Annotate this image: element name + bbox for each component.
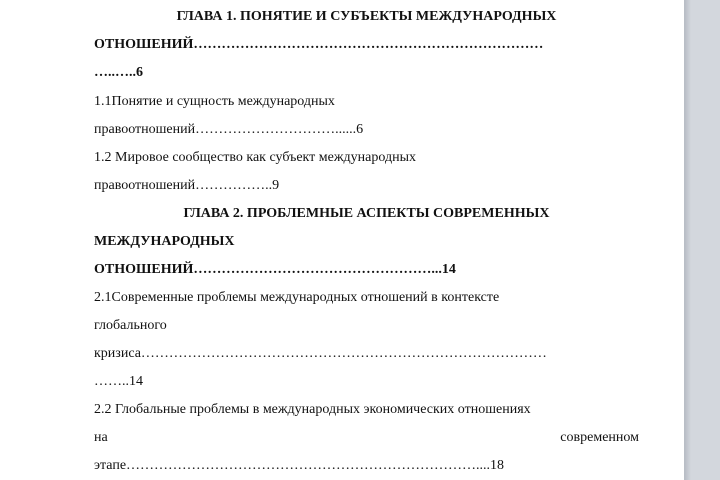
toc-item-1-2-cont: правоотношений……………..9 <box>94 178 280 193</box>
toc-item-2-1-cont: глобального <box>94 318 167 333</box>
toc-item-2-1-cont2: кризиса…………………………………………………………………………… <box>94 346 547 361</box>
toc-item-2-2-word-na: на <box>94 430 108 445</box>
toc-item-2-2-cont <box>94 429 639 447</box>
toc-item-1-2: 1.2 Мировое сообщество как субъект международных <box>94 150 416 165</box>
toc-chapter-1-heading-cont: ОТНОШЕНИЙ………………………………………………………………… <box>94 37 544 52</box>
workspace-gutter <box>684 0 720 480</box>
toc-item-2-2-page: этапе…………………………………………………………………....18 <box>94 458 505 473</box>
toc-item-2-1: 2.1Современные проблемы международных отношений в контексте <box>94 290 500 305</box>
toc-item-2-1-page: ……..14 <box>94 374 143 389</box>
toc-item-1-1-cont: правоотношений…………………………......6 <box>94 122 364 137</box>
toc-chapter-2-heading: ГЛАВА 2. ПРОБЛЕМНЫЕ АСПЕКТЫ СОВРЕМЕННЫХ <box>183 206 550 221</box>
page-edge-shadow <box>685 0 691 480</box>
toc-chapter-1-heading: ГЛАВА 1. ПОНЯТИЕ И СУБЪЕКТЫ МЕЖДУНАРОДНЫХ <box>176 9 557 24</box>
toc-item-2-2: 2.2 Глобальные проблемы в международных экономических отношениях <box>94 402 531 417</box>
toc-chapter-1-page: …..…..6 <box>94 65 143 80</box>
toc-item-2-2-word-sovremennom: современном <box>560 430 639 445</box>
toc-item-1-1: 1.1Понятие и сущность международных <box>94 94 335 109</box>
toc-chapter-2-heading-cont: МЕЖДУНАРОДНЫХ <box>94 234 235 249</box>
toc-chapter-2-heading-end: ОТНОШЕНИЙ……………………………………………...14 <box>94 262 456 277</box>
